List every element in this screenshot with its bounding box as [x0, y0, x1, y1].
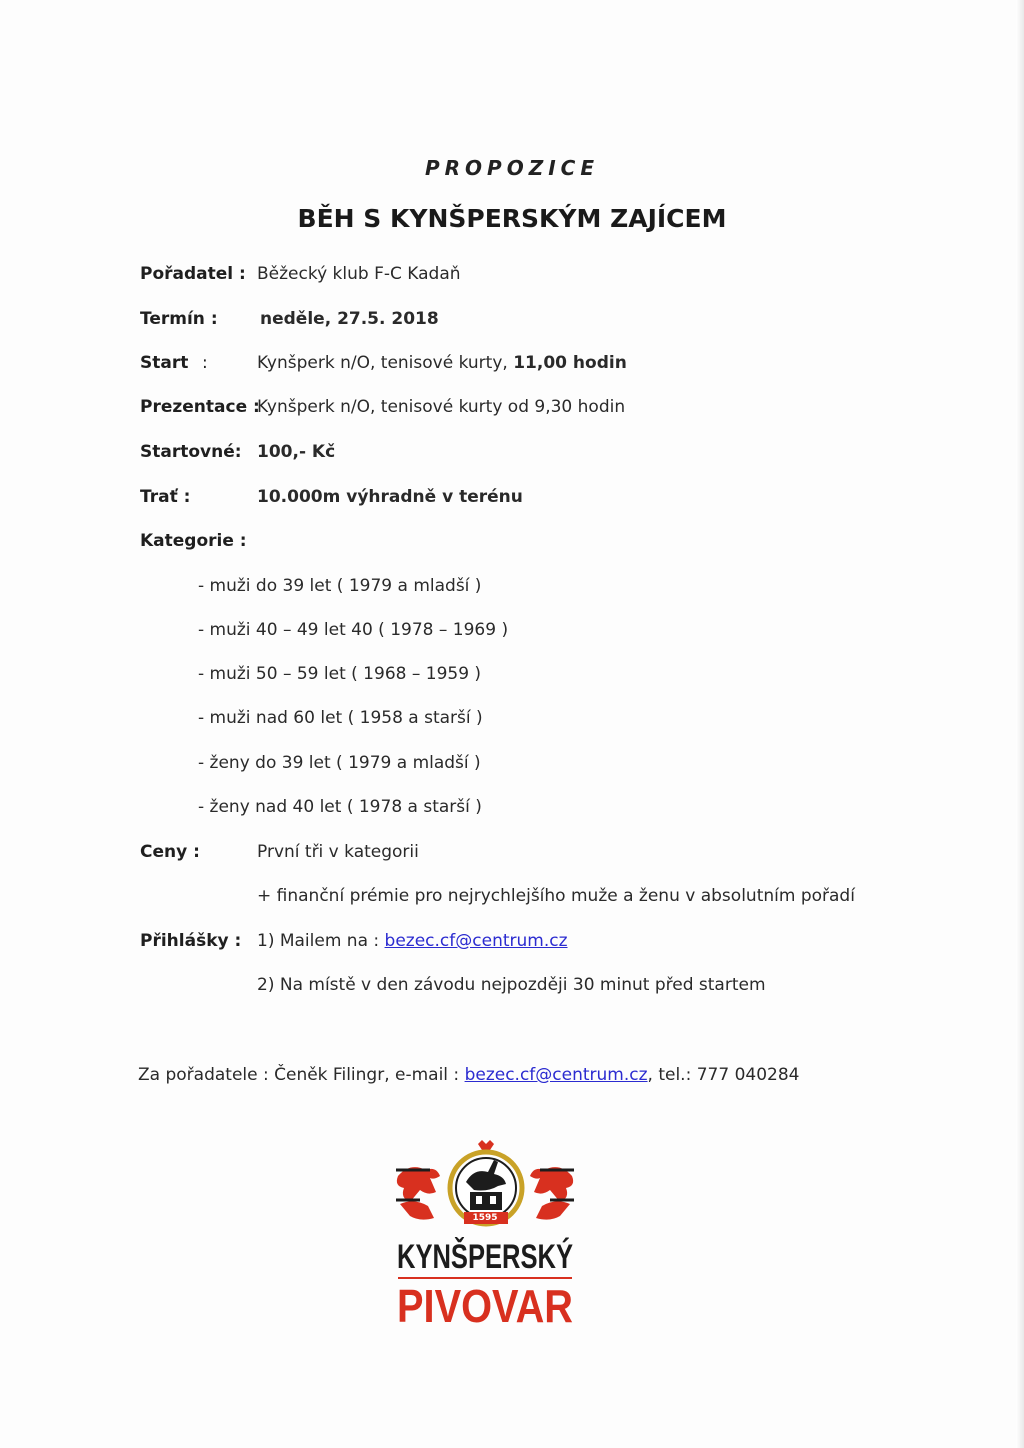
label-colon: : [233, 531, 247, 551]
value-prihlasky-line1: 1) Mailem na : [257, 931, 385, 951]
label-colon: : [177, 487, 191, 507]
label-colon: : [187, 842, 200, 862]
category-item: - muži 50 – 59 let ( 1968 – 1959 ) [198, 664, 482, 684]
label-kategorie: Kategorie [140, 531, 234, 551]
organizer-contact [138, 1064, 799, 1086]
label-trat: Trať [140, 487, 178, 507]
value-ceny-line2: + finanční prémie pro nejrychlejšího muže a ženu v absolutním pořadí [257, 886, 855, 906]
label-poradatel: Pořadatel [140, 264, 234, 284]
value-ceny-line1: První tři v kategorii [257, 842, 419, 862]
label-prezentace: Prezentace [140, 397, 248, 417]
label-ceny: Ceny [140, 842, 188, 862]
category-item: - ženy nad 40 let ( 1978 a starší ) [198, 797, 482, 817]
label-colon: : [228, 931, 242, 951]
contact-prefix: Za pořadatele : Čeněk Filingr, e-mail : [138, 1065, 465, 1085]
label-termin: Termín [140, 309, 205, 329]
logo-year: 1595 [472, 1213, 498, 1223]
label-startovne: Startovné: [140, 442, 242, 462]
label-colon: : [233, 264, 246, 284]
value-start-time: 11,00 hodin [513, 353, 627, 373]
brewery-logo [390, 1140, 632, 1340]
value-poradatel: Běžecký klub F-C Kadaň [257, 264, 461, 284]
event-heading: BĚH S KYNŠPERSKÝM ZAJÍCEM [297, 204, 727, 233]
logo-wordmark-top: KYNŠPERSKÝ [397, 1238, 632, 1276]
value-termin: neděle, 27.5. 2018 [260, 309, 439, 329]
category-item: - muži do 39 let ( 1979 a mladší ) [198, 576, 482, 596]
value-trat: 10.000m výhradně v terénu [257, 487, 523, 507]
logo-wordmark-bottom: PIVOVAR [397, 1280, 573, 1332]
footer-email-link[interactable]: bezec.cf@centrum.cz [464, 1065, 648, 1085]
label-start: Start [140, 353, 189, 373]
document-title: PROPOZICE [424, 156, 599, 180]
contact-phone: , tel.: 777 040284 [647, 1065, 800, 1085]
category-item: - ženy do 39 let ( 1979 a mladší ) [198, 753, 481, 773]
value-prezentace: Kynšperk n/O, tenisové kurty od 9,30 hodin [257, 397, 626, 417]
label-colon: : [202, 353, 208, 373]
value-prihlasky-line2: 2) Na místě v den závodu nejpozději 30 minut před startem [257, 975, 766, 995]
category-item: - muži nad 60 let ( 1958 a starší ) [198, 708, 483, 728]
label-colon: : [204, 309, 218, 329]
email-link[interactable]: bezec.cf@centrum.cz [384, 931, 568, 951]
label-colon: : [247, 397, 260, 417]
label-prihlasky: Přihlášky [140, 931, 229, 951]
value-start: Kynšperk n/O, tenisové kurty, [257, 353, 514, 373]
category-item: - muži 40 – 49 let 40 ( 1978 – 1969 ) [198, 620, 509, 640]
value-startovne: 100,- Kč [257, 442, 336, 462]
